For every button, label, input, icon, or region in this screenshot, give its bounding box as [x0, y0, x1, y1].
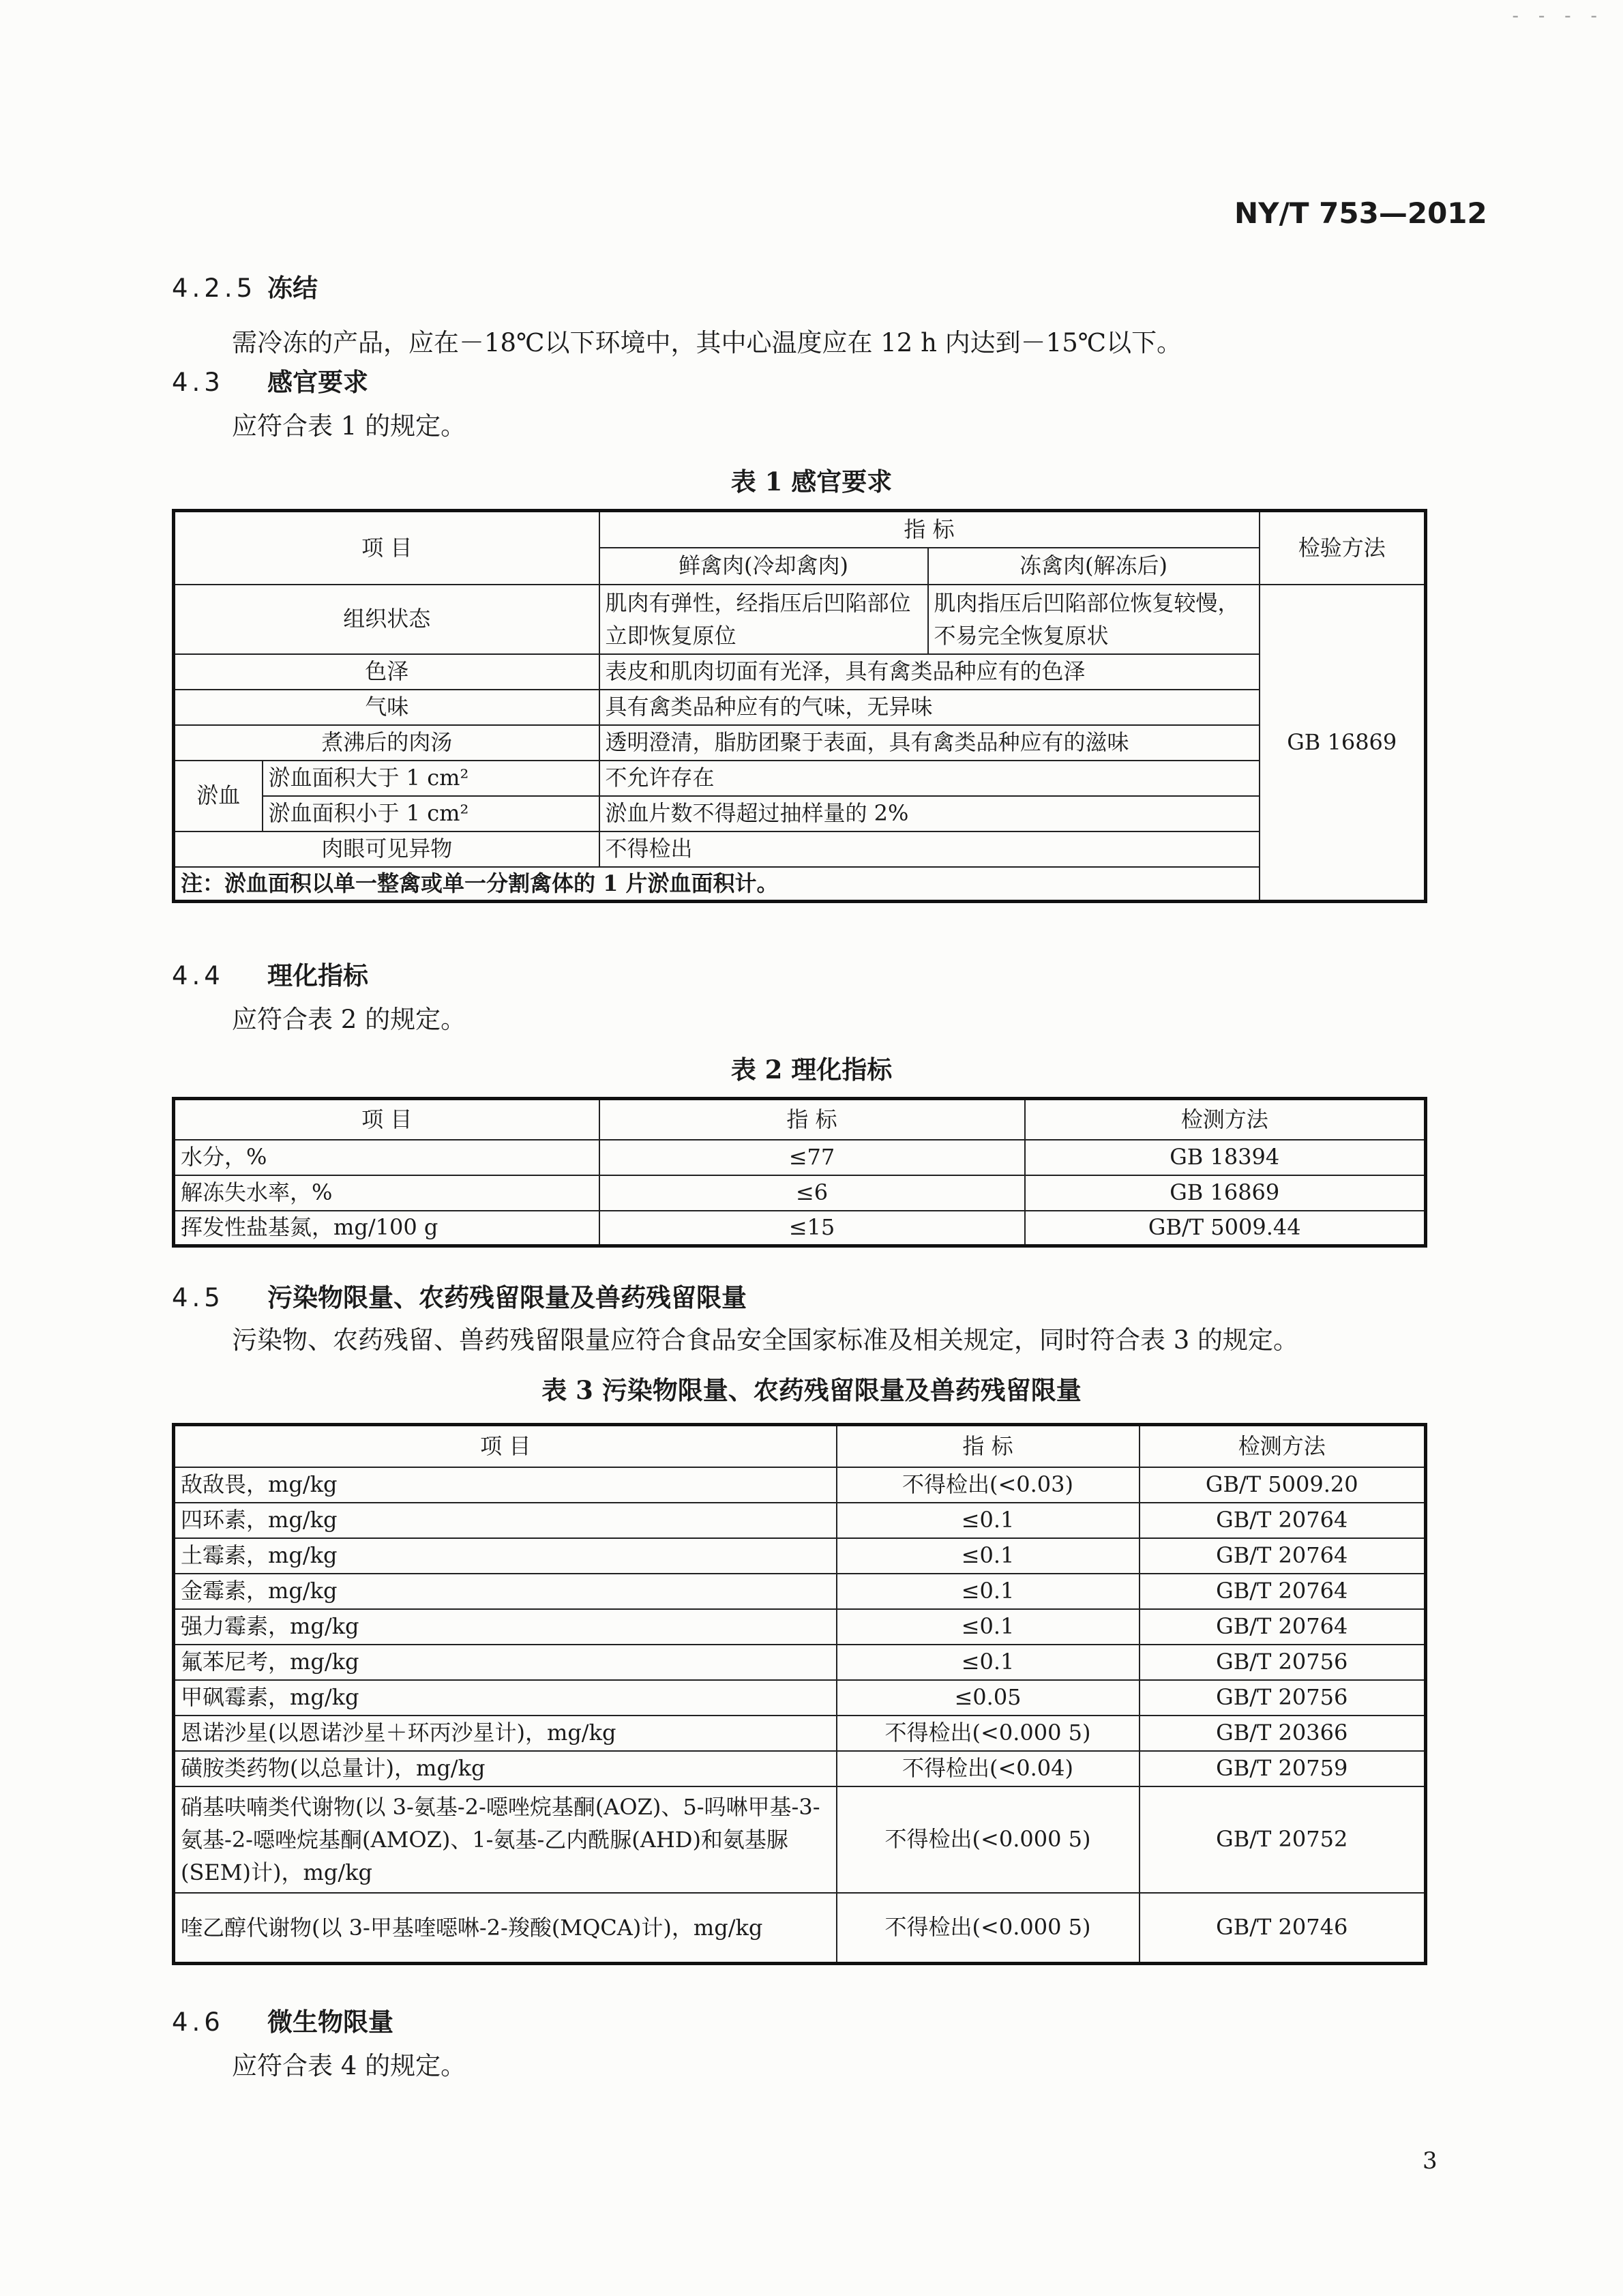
table-cell: GB/T 20764 — [1140, 1574, 1426, 1609]
table-cell: 甲砜霉素，mg/kg — [174, 1680, 837, 1716]
table-cell: GB/T 20764 — [1140, 1609, 1426, 1645]
table-cell: 四环素，mg/kg — [174, 1503, 837, 1538]
table-cell: 喹乙醇代谢物(以 3-甲基喹噁啉-2-羧酸(MQCA)计)，mg/kg — [174, 1893, 837, 1964]
table-cell: GB/T 20752 — [1140, 1786, 1426, 1893]
table-cell: GB/T 20746 — [1140, 1893, 1426, 1964]
section-number: 4.5 — [172, 1283, 224, 1312]
table-cell: 气味 — [174, 690, 599, 725]
table-3-residue-limits — [172, 1423, 1427, 1965]
table-cell: GB/T 5009.44 — [1025, 1211, 1426, 1246]
table-cell: 水分，% — [174, 1140, 599, 1175]
header-method: 检测方法 — [1025, 1099, 1426, 1140]
section-title: 冻结 — [267, 273, 318, 303]
table-cell: 土霉素，mg/kg — [174, 1538, 837, 1574]
table-cell: 不得检出(<0.000 5) — [837, 1716, 1140, 1751]
method-cell: GB 16869 — [1260, 585, 1426, 902]
table-cell: 不得检出 — [599, 831, 1260, 867]
table-cell: 氟苯尼考，mg/kg — [174, 1645, 837, 1680]
table-cell: 透明澄清，脂肪团聚于表面，具有禽类品种应有的滋味 — [599, 725, 1260, 761]
table-cell: GB/T 20366 — [1140, 1716, 1426, 1751]
table-cell: 解冻失水率，% — [174, 1175, 599, 1211]
table-cell: GB/T 20764 — [1140, 1538, 1426, 1574]
table-cell: 淤血面积小于 1 cm² — [263, 796, 599, 831]
table-cell: 煮沸后的肉汤 — [174, 725, 599, 761]
table-cell: GB 18394 — [1025, 1140, 1426, 1175]
table-cell: 挥发性盐基氮，mg/100 g — [174, 1211, 599, 1246]
table-cell: 强力霉素，mg/kg — [174, 1609, 837, 1645]
table-1-note: 注：淤血面积以单一整禽或单一分割禽体的 1 片淤血面积计。 — [174, 867, 1260, 902]
table-cell: 表皮和肌肉切面有光泽，具有禽类品种应有的色泽 — [599, 654, 1260, 690]
section-4-3-text: 应符合表 1 的规定。 — [232, 411, 466, 441]
header-item: 项 目 — [174, 511, 599, 585]
table-cell: 恩诺沙星(以恩诺沙星＋环丙沙星计)，mg/kg — [174, 1716, 837, 1751]
table-2-physicochemical — [172, 1097, 1427, 1248]
table-cell: GB/T 20764 — [1140, 1503, 1426, 1538]
table-cell: 组织状态 — [174, 585, 599, 654]
table-cell: GB/T 5009.20 — [1140, 1467, 1426, 1503]
table-cell: 不允许存在 — [599, 761, 1260, 796]
section-number: 4.3 — [172, 368, 224, 397]
section-title: 感官要求 — [267, 367, 368, 397]
table-cell: 淤血片数不得超过抽样量的 2% — [599, 796, 1260, 831]
table-cell: GB/T 20756 — [1140, 1645, 1426, 1680]
table-cell: ≤0.1 — [837, 1503, 1140, 1538]
table-cell: GB/T 20756 — [1140, 1680, 1426, 1716]
document-number: NY/T 753—2012 — [1234, 196, 1487, 230]
table-cell: 金霉素，mg/kg — [174, 1574, 837, 1609]
section-title: 污染物限量、农药残留限量及兽药残留限量 — [267, 1282, 747, 1312]
table-cell: ≤77 — [599, 1140, 1025, 1175]
table-cell: 肉眼可见异物 — [174, 831, 599, 867]
table-cell: ≤0.1 — [837, 1574, 1140, 1609]
section-number: 4.2.5 — [172, 274, 257, 303]
section-4-5-text: 污染物、农药残留、兽药残留限量应符合食品安全国家标准及相关规定，同时符合表 3 的规定。 — [232, 1325, 1299, 1355]
table-cell: GB/T 20759 — [1140, 1751, 1426, 1786]
table-cell: 不得检出(<0.03) — [837, 1467, 1140, 1503]
table-cell: 磺胺类药物(以总量计)，mg/kg — [174, 1751, 837, 1786]
header-fresh: 鲜禽肉(冷却禽肉) — [599, 548, 928, 585]
section-number: 4.6 — [172, 2007, 224, 2037]
table-cell: ≤0.05 — [837, 1680, 1140, 1716]
header-frozen: 冻禽肉(解冻后) — [928, 548, 1260, 585]
section-4-2-5-text: 需冷冻的产品，应在－18℃以下环境中，其中心温度应在 12 h 内达到－15℃以下。 — [232, 328, 1182, 357]
table-cell: 硝基呋喃类代谢物(以 3-氨基-2-噁唑烷基酮(AOZ)、5-吗啉甲基-3-氨基-2-噁唑烷基酮(AMOZ)、1-氨基-乙内酰脲(AHD)和氨基脲(SEM)计)，mg/kg — [174, 1786, 837, 1893]
table-cell: ≤15 — [599, 1211, 1025, 1246]
blood-label: 淤血 — [174, 761, 263, 831]
section-4-5-heading — [172, 1277, 747, 1314]
table-cell: ≤6 — [599, 1175, 1025, 1211]
table-1-sensory — [172, 509, 1427, 903]
table-cell: 不得检出(<0.04) — [837, 1751, 1140, 1786]
section-title: 理化指标 — [267, 960, 368, 990]
page-number: 3 — [1423, 2147, 1438, 2175]
header-index: 指 标 — [599, 511, 1260, 548]
header-item: 项 目 — [174, 1425, 837, 1467]
section-4-4-text: 应符合表 2 的规定。 — [232, 1005, 466, 1034]
table-cell: 敌敌畏，mg/kg — [174, 1467, 837, 1503]
table-2-caption: 表 2 理化指标 — [730, 1055, 893, 1085]
table-cell: 肌肉指压后凹陷部位恢复较慢，不易完全恢复原状 — [928, 585, 1260, 654]
table-cell: GB 16869 — [1025, 1175, 1426, 1211]
header-method: 检验方法 — [1260, 511, 1426, 585]
table-cell: ≤0.1 — [837, 1538, 1140, 1574]
header-item: 项 目 — [174, 1099, 599, 1140]
table-cell: ≤0.1 — [837, 1609, 1140, 1645]
table-cell: 淤血面积大于 1 cm² — [263, 761, 599, 796]
table-1-caption: 表 1 感官要求 — [730, 467, 893, 497]
table-cell: 具有禽类品种应有的气味，无异味 — [599, 690, 1260, 725]
section-4-4-heading — [172, 955, 368, 992]
section-4-2-5-heading — [172, 267, 318, 304]
table-3-caption: 表 3 污染物限量、农药残留限量及兽药残留限量 — [541, 1375, 1082, 1405]
header-method: 检测方法 — [1140, 1425, 1426, 1467]
section-4-6-heading — [172, 2001, 393, 2038]
table-cell: 不得检出(<0.000 5) — [837, 1786, 1140, 1893]
scan-dots: - - - - — [1512, 4, 1604, 27]
section-4-3-heading — [172, 362, 368, 398]
table-cell: 不得检出(<0.000 5) — [837, 1893, 1140, 1964]
header-index: 指 标 — [599, 1099, 1025, 1140]
table-cell: ≤0.1 — [837, 1645, 1140, 1680]
section-title: 微生物限量 — [267, 2007, 393, 2037]
header-index: 指 标 — [837, 1425, 1140, 1467]
section-4-6-text: 应符合表 4 的规定。 — [232, 2051, 466, 2080]
table-cell: 色泽 — [174, 654, 599, 690]
table-cell: 肌肉有弹性，经指压后凹陷部位立即恢复原位 — [599, 585, 928, 654]
section-number: 4.4 — [172, 961, 224, 990]
